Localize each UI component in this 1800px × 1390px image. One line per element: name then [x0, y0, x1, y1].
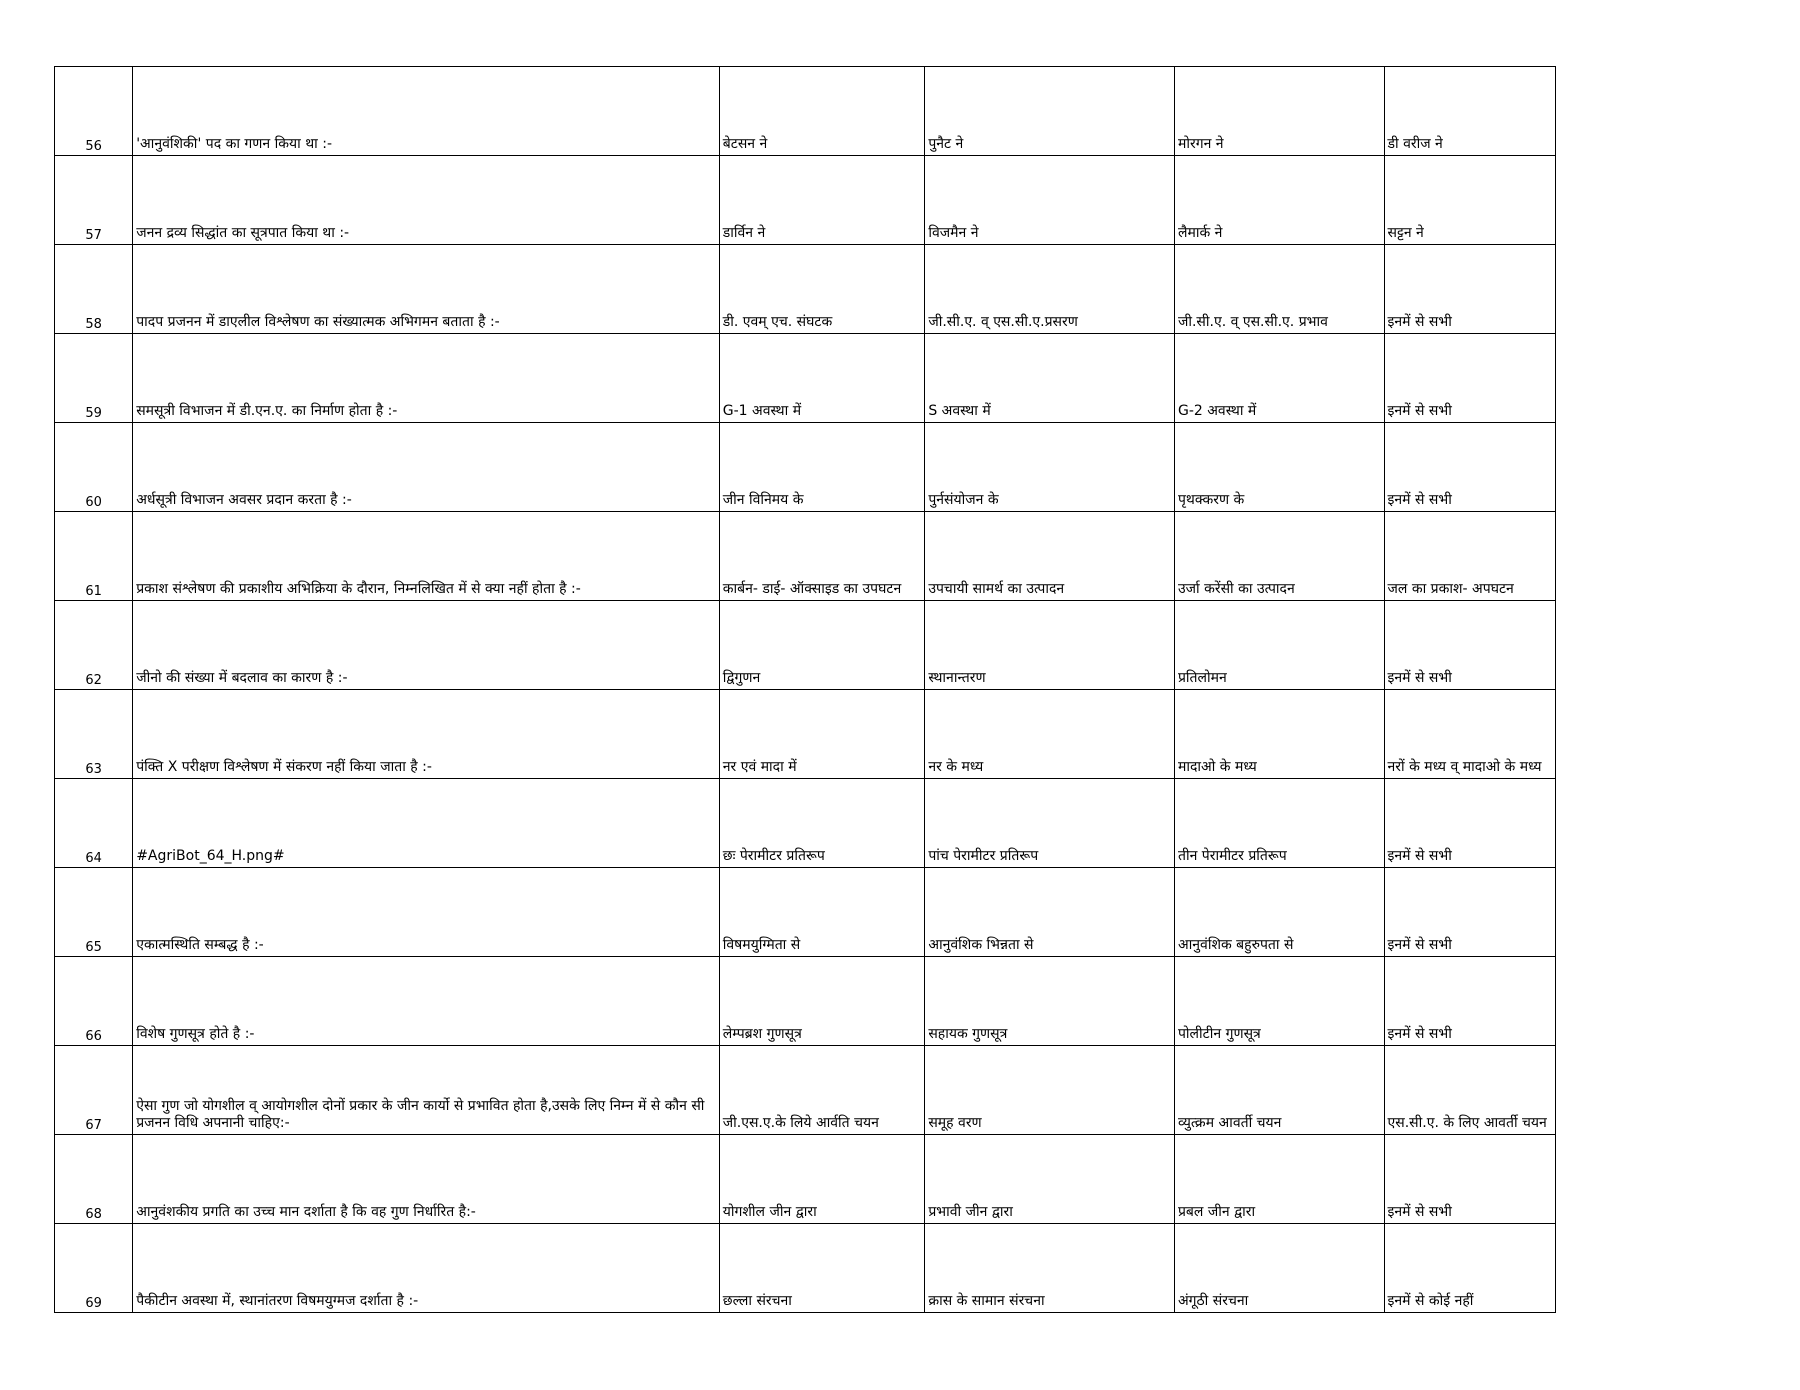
option-a: योगशील जीन द्वारा	[719, 1135, 925, 1224]
option-a: डार्विन ने	[719, 156, 925, 245]
option-c: प्रतिलोमन	[1174, 601, 1384, 690]
question-text: समसूत्री विभाजन में डी.एन.ए. का निर्माण होता है :-	[133, 334, 720, 423]
question-number: 59	[55, 334, 133, 423]
option-c: पृथक्करण के	[1174, 423, 1384, 512]
option-b: पुनैट ने	[925, 67, 1175, 156]
option-d: इनमें से कोई नहीं	[1384, 1224, 1555, 1313]
option-c: प्रबल जीन द्वारा	[1174, 1135, 1384, 1224]
question-number: 66	[55, 957, 133, 1046]
question-text: ऐसा गुण जो योगशील व् आयोगशील दोनों प्रकार के जीन कार्यो से प्रभावित होता है,उसके लिए निम्न में से कौन सी प्रजनन विधि अपनानी चाहिए:-	[133, 1046, 720, 1135]
option-a: डी. एवम् एच. संघटक	[719, 245, 925, 334]
option-a: लेम्पब्रश गुणसूत्र	[719, 957, 925, 1046]
question-text: एकात्मस्थिति सम्बद्ध है :-	[133, 868, 720, 957]
question-number: 67	[55, 1046, 133, 1135]
option-b: उपचायी सामर्थ का उत्पादन	[925, 512, 1175, 601]
question-text: #AgriBot_64_H.png#	[133, 779, 720, 868]
option-a: द्विगुणन	[719, 601, 925, 690]
question-number: 68	[55, 1135, 133, 1224]
question-number: 62	[55, 601, 133, 690]
option-d: इनमें से सभी	[1384, 868, 1555, 957]
option-b: S अवस्था में	[925, 334, 1175, 423]
option-d: इनमें से सभी	[1384, 1135, 1555, 1224]
question-sheet	[54, 66, 1556, 1313]
question-number: 58	[55, 245, 133, 334]
option-c: मोरगन ने	[1174, 67, 1384, 156]
option-a: जी.एस.ए.के लिये आर्वति चयन	[719, 1046, 925, 1135]
question-text: प्रकाश संश्लेषण की प्रकाशीय अभिक्रिया के दौरान, निम्नलिखित में से क्या नहीं होता है :-	[133, 512, 720, 601]
question-text: आनुवंशकीय प्रगति का उच्च मान दर्शाता है कि वह गुण निर्धारित है:-	[133, 1135, 720, 1224]
question-number: 57	[55, 156, 133, 245]
table-row	[55, 690, 1556, 779]
option-d: इनमें से सभी	[1384, 601, 1555, 690]
table-row	[55, 245, 1556, 334]
option-a: विषमयुग्मिता से	[719, 868, 925, 957]
table-row	[55, 67, 1556, 156]
table-row	[55, 957, 1556, 1046]
option-a: बेटसन ने	[719, 67, 925, 156]
option-d: इनमें से सभी	[1384, 245, 1555, 334]
table-row	[55, 334, 1556, 423]
question-text: जनन द्रव्य सिद्धांत का सूत्रपात किया था :-	[133, 156, 720, 245]
question-number: 56	[55, 67, 133, 156]
question-text: 'आनुवंशिकी' पद का गणन किया था :-	[133, 67, 720, 156]
option-b: आनुवंशिक भिन्नता से	[925, 868, 1175, 957]
option-b: क्रास के सामान संरचना	[925, 1224, 1175, 1313]
option-a: जीन विनिमय के	[719, 423, 925, 512]
question-number: 65	[55, 868, 133, 957]
question-number: 63	[55, 690, 133, 779]
option-b: जी.सी.ए. व् एस.सी.ए.प्रसरण	[925, 245, 1175, 334]
option-d: इनमें से सभी	[1384, 779, 1555, 868]
option-d: डी वरीज ने	[1384, 67, 1555, 156]
option-c: लैमार्क ने	[1174, 156, 1384, 245]
question-table	[54, 66, 1556, 1313]
table-row	[55, 1046, 1556, 1135]
option-b: सहायक गुणसूत्र	[925, 957, 1175, 1046]
option-b: विजमैन ने	[925, 156, 1175, 245]
table-row	[55, 868, 1556, 957]
table-row	[55, 423, 1556, 512]
option-a: G-1 अवस्था में	[719, 334, 925, 423]
question-number: 64	[55, 779, 133, 868]
table-row	[55, 779, 1556, 868]
option-b: नर के मध्य	[925, 690, 1175, 779]
option-d: एस.सी.ए. के लिए आवर्ती चयन	[1384, 1046, 1555, 1135]
option-d: जल का प्रकाश- अपघटन	[1384, 512, 1555, 601]
option-a: नर एवं मादा में	[719, 690, 925, 779]
option-a: छल्ला संरचना	[719, 1224, 925, 1313]
option-b: पांच पेरामीटर प्रतिरूप	[925, 779, 1175, 868]
table-row	[55, 1224, 1556, 1313]
option-c: अंगूठी संरचना	[1174, 1224, 1384, 1313]
question-text: अर्धसूत्री विभाजन अवसर प्रदान करता है :-	[133, 423, 720, 512]
option-c: व्युत्क्रम आवर्ती चयन	[1174, 1046, 1384, 1135]
question-text: पंक्ति X परीक्षण विश्लेषण में संकरण नहीं किया जाता है :-	[133, 690, 720, 779]
table-row	[55, 156, 1556, 245]
question-number: 61	[55, 512, 133, 601]
option-d: इनमें से सभी	[1384, 423, 1555, 512]
question-text: पादप प्रजनन में डाएलील विश्लेषण का संख्यात्मक अभिगमन बताता है :-	[133, 245, 720, 334]
option-a: कार्बन- डाई- ऑक्साइड का उपघटन	[719, 512, 925, 601]
option-b: प्रभावी जीन द्वारा	[925, 1135, 1175, 1224]
option-c: मादाओ के मध्य	[1174, 690, 1384, 779]
question-number: 69	[55, 1224, 133, 1313]
option-c: तीन पेरामीटर प्रतिरूप	[1174, 779, 1384, 868]
option-d: इनमें से सभी	[1384, 957, 1555, 1046]
option-d: इनमें से सभी	[1384, 334, 1555, 423]
option-d: सट्टन ने	[1384, 156, 1555, 245]
table-row	[55, 601, 1556, 690]
option-b: पुर्नसंयोजन के	[925, 423, 1175, 512]
option-a: छः पेरामीटर प्रतिरूप	[719, 779, 925, 868]
option-b: स्थानान्तरण	[925, 601, 1175, 690]
question-text: जीनो की संख्या में बदलाव का कारण है :-	[133, 601, 720, 690]
table-row	[55, 512, 1556, 601]
option-c: आनुवंशिक बहुरुपता से	[1174, 868, 1384, 957]
option-b: समूह वरण	[925, 1046, 1175, 1135]
option-d: नरों के मध्य व् मादाओ के मध्य	[1384, 690, 1555, 779]
table-row	[55, 1135, 1556, 1224]
question-number: 60	[55, 423, 133, 512]
question-text: विशेष गुणसूत्र होते है :-	[133, 957, 720, 1046]
question-text: पैकीटीन अवस्था में, स्थानांतरण विषमयुग्मज दर्शाता है :-	[133, 1224, 720, 1313]
option-c: पोलीटीन गुणसूत्र	[1174, 957, 1384, 1046]
option-c: उर्जा करेंसी का उत्पादन	[1174, 512, 1384, 601]
option-c: जी.सी.ए. व् एस.सी.ए. प्रभाव	[1174, 245, 1384, 334]
option-c: G-2 अवस्था में	[1174, 334, 1384, 423]
